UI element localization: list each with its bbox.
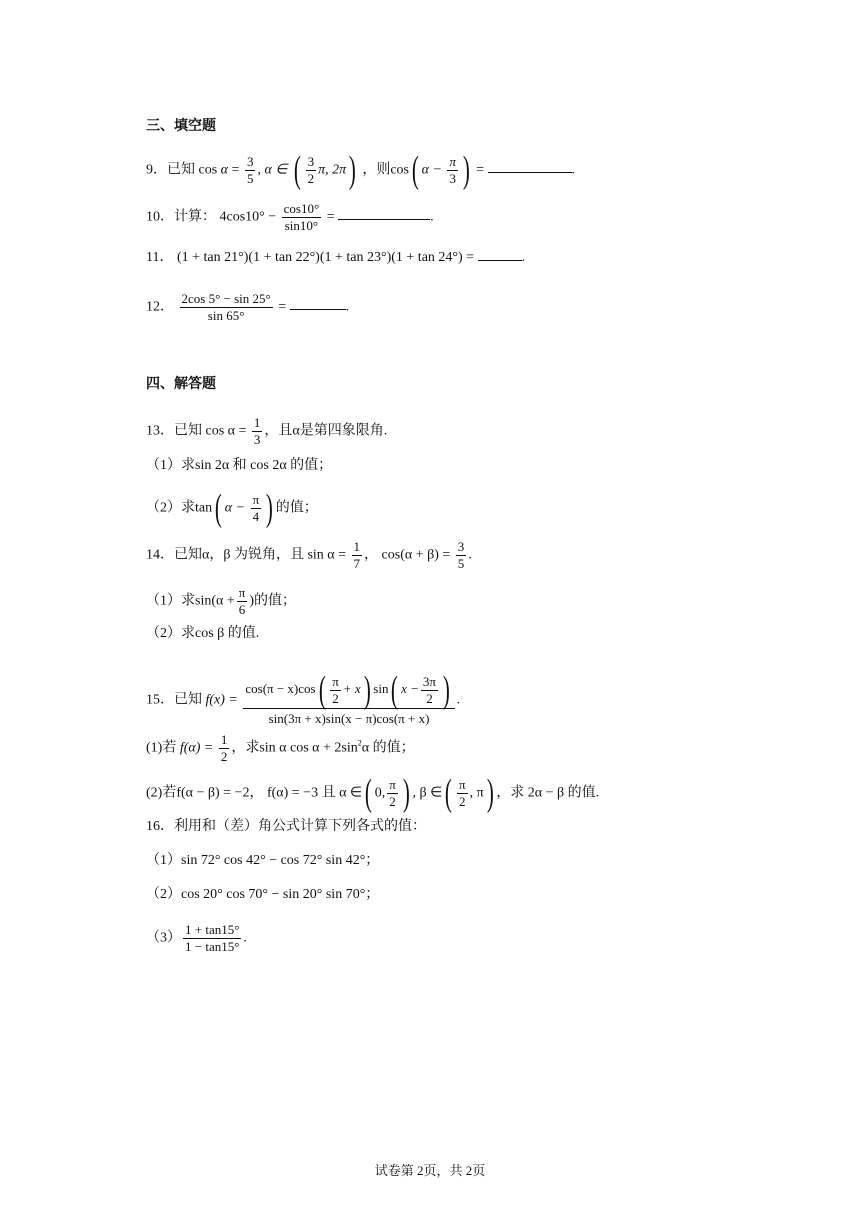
question-14 [146, 540, 472, 570]
q14-p1-sin: sin(α + [195, 593, 235, 609]
q15-p2-post: ，求 2α − β 的值. [496, 785, 600, 801]
q12-end: . [345, 299, 350, 315]
q15-part-2 [146, 772, 600, 815]
q14-end: . [468, 547, 472, 563]
q9-lparen: ( [293, 149, 301, 192]
q15-fx: f(x) = [205, 692, 238, 708]
q11-end: . [521, 250, 526, 265]
q12-number: 12． [146, 299, 174, 315]
q13-p2-post: 的值； [275, 500, 318, 516]
q14-part-2: （2）求cos β 的值. [146, 626, 260, 641]
q9-cos: cos [198, 162, 218, 178]
q9-cos-2: cos [390, 162, 409, 178]
q13-part-1: （1）求sin 2α 和 cos 2α 的值； [146, 458, 333, 473]
q13-frac: $\frac{1}{3}$ [253, 415, 261, 447]
q14-mid: ， cos(α + β) = [364, 547, 451, 563]
q15-num-b-frac: $\frac{\pi}{2}$ [332, 674, 339, 706]
q15-lp2: ( [391, 669, 399, 712]
q9-frac-3: $\frac{\pi}{3}$ [449, 154, 456, 186]
q10-end: . [430, 209, 434, 225]
q16-text: 利用和（差）角公式计算下列各式的值： [174, 819, 426, 834]
q13-p2-minus: α − [224, 500, 246, 516]
q16-p3-end: . [243, 930, 247, 946]
q9-frac-1: $\frac{3}{5}$ [246, 154, 254, 186]
q9-frac-2: $\frac{3}{2}$ [307, 154, 315, 186]
q16-part-1: （1）sin 72° cos 42° − cos 72° sin 42°； [146, 853, 380, 868]
q13-post: ，且α是第四象限角. [264, 423, 388, 439]
q9-pre: 已知 [167, 162, 195, 178]
question-13 [146, 416, 387, 446]
q15-rp1: ) [363, 669, 371, 712]
q10-answer-blank[interactable] [338, 207, 430, 220]
q13-lparen: ( [214, 487, 222, 530]
q13-p2-tan: tan [195, 500, 213, 516]
q13-p2-frac: $\frac{\pi}{4}$ [252, 492, 260, 524]
q15-p2-rp1: ) [402, 772, 410, 815]
q15-p1-end: α 的值； [361, 740, 415, 756]
q9-end: . [571, 162, 576, 178]
q15-number: 15． [146, 692, 174, 708]
q15-main-frac [243, 669, 454, 727]
q9-in: , α ∈ [257, 162, 288, 178]
q15-p2-frac-2: $\frac{\pi}{2}$ [458, 777, 466, 809]
q13-part-2 [146, 487, 318, 530]
q15-p1-sq: 2 [357, 738, 362, 748]
question-15 [146, 669, 461, 727]
q14-frac-2: $\frac{3}{5}$ [457, 539, 465, 571]
q10-lead: 4cos10° − [219, 209, 277, 225]
q12-frac: $\frac{2\cos 5^\circ - \sin 25^\circ}{\sin 65^\circ}$ [181, 291, 271, 323]
q16-p3-pre: （3） [146, 930, 181, 946]
q16-part-3 [146, 923, 247, 953]
q9-minus: α − [421, 162, 442, 178]
q15-rp2: ) [442, 669, 450, 712]
q15-p1-post: ，求sin α cos α + 2sin [231, 740, 358, 756]
q15-p2-a: f(α − β) = −2， f(α) = −3 且 α ∈ [176, 785, 363, 801]
q15-p2-c: , β ∈ [412, 785, 443, 801]
q15-p2-frac-1: $\frac{\pi}{2}$ [389, 777, 396, 809]
page-footer: 试卷第 2页，共 2页 [374, 1163, 486, 1178]
q15-p2-d: , π [469, 785, 484, 801]
q9-rparen: ) [349, 149, 356, 192]
q15-p2-pre: (2)若 [146, 785, 177, 801]
q15-part-1 [146, 733, 415, 763]
question-11 [146, 248, 525, 268]
q14-p1-pre: （1）求 [146, 593, 195, 609]
q11-answer-blank[interactable] [478, 248, 522, 261]
q15-p1-pre: (1)若 [146, 740, 177, 756]
q10-frac: $\frac{\cos 10^\circ}{\sin 10^\circ}$ [283, 201, 320, 233]
q15-pre: 已知 [174, 692, 202, 708]
q16-part-2: （2）cos 20° cos 70° − sin 20° sin 70°； [146, 887, 380, 902]
q15-lp1: ( [318, 669, 326, 712]
q14-part-1 [146, 586, 296, 616]
q13-number: 13． [146, 423, 174, 439]
q9-rparen-2: ) [462, 149, 470, 192]
q14-frac-1: $\frac{1}{7}$ [353, 539, 361, 571]
q15-p1-frac: $\frac{1}{2}$ [220, 732, 228, 764]
q16-number: 16． [146, 819, 174, 834]
q12-eq: = [278, 299, 287, 315]
q14-pre: 已知α，β 为锐角，且 [174, 547, 304, 563]
q14-p1-post: )的值； [249, 593, 296, 609]
q9-alpha: α [220, 162, 229, 178]
q15-num-c: sin [373, 681, 389, 697]
q10-number: 10． [146, 209, 174, 225]
question-16 [146, 817, 426, 837]
q11-expr: (1 + tan 21°)(1 + tan 22°)(1 + tan 23°)(1 + tan 24°) = [176, 250, 475, 265]
q14-sin: sin α = [307, 547, 347, 563]
q14-p1-frac: $\frac{\pi}{6}$ [238, 585, 246, 617]
question-9 [146, 149, 576, 192]
q12-answer-blank[interactable] [290, 297, 346, 310]
q15-den: sin(3π + x)sin(x − π)cos(π + x) [268, 711, 430, 727]
q15-p1-f: f(α) = [179, 740, 214, 756]
q15-p2-b: 0, [374, 785, 386, 801]
q9-eq: = [231, 162, 240, 178]
q9-tail: = [476, 162, 485, 178]
q9-lparen-2: ( [411, 149, 419, 192]
question-10 [146, 202, 434, 232]
q10-eq: = [326, 209, 335, 225]
section-fill-title: 三、填空题 [146, 119, 216, 134]
q11-number: 11． [146, 250, 174, 265]
q13-lead: cos α = [205, 423, 247, 439]
q14-number: 14． [146, 547, 174, 563]
question-12 [146, 292, 349, 322]
q15-p2-rp2: ) [486, 772, 494, 815]
q13-pre: 已知 [174, 423, 202, 439]
q15-num-a: cos(π − x)cos [245, 681, 316, 697]
q15-p2-lp2: ( [445, 772, 453, 815]
q15-p2-lp1: ( [364, 772, 372, 815]
section-solve-title: 四、解答题 [146, 377, 216, 392]
q10-pre: 计算： [174, 209, 216, 225]
q9-then: ，则 [362, 162, 391, 178]
q9-answer-blank[interactable] [488, 160, 572, 173]
q9-number: 9． [146, 162, 167, 178]
q9-range: π, 2π [318, 162, 347, 178]
q15-end: . [456, 692, 461, 708]
q15-num-b-post: + x [342, 681, 361, 697]
q15-num-d: x − [401, 681, 419, 697]
q16-p3-frac: $\frac{1 + \tan 15^\circ}{1 - \tan 15^\circ}$ [185, 922, 240, 954]
q13-p2-pre: （2）求 [146, 500, 195, 516]
q13-rparen: ) [265, 487, 273, 530]
q15-num-e-frac: $\frac{3\pi}{2}$ [422, 674, 436, 706]
